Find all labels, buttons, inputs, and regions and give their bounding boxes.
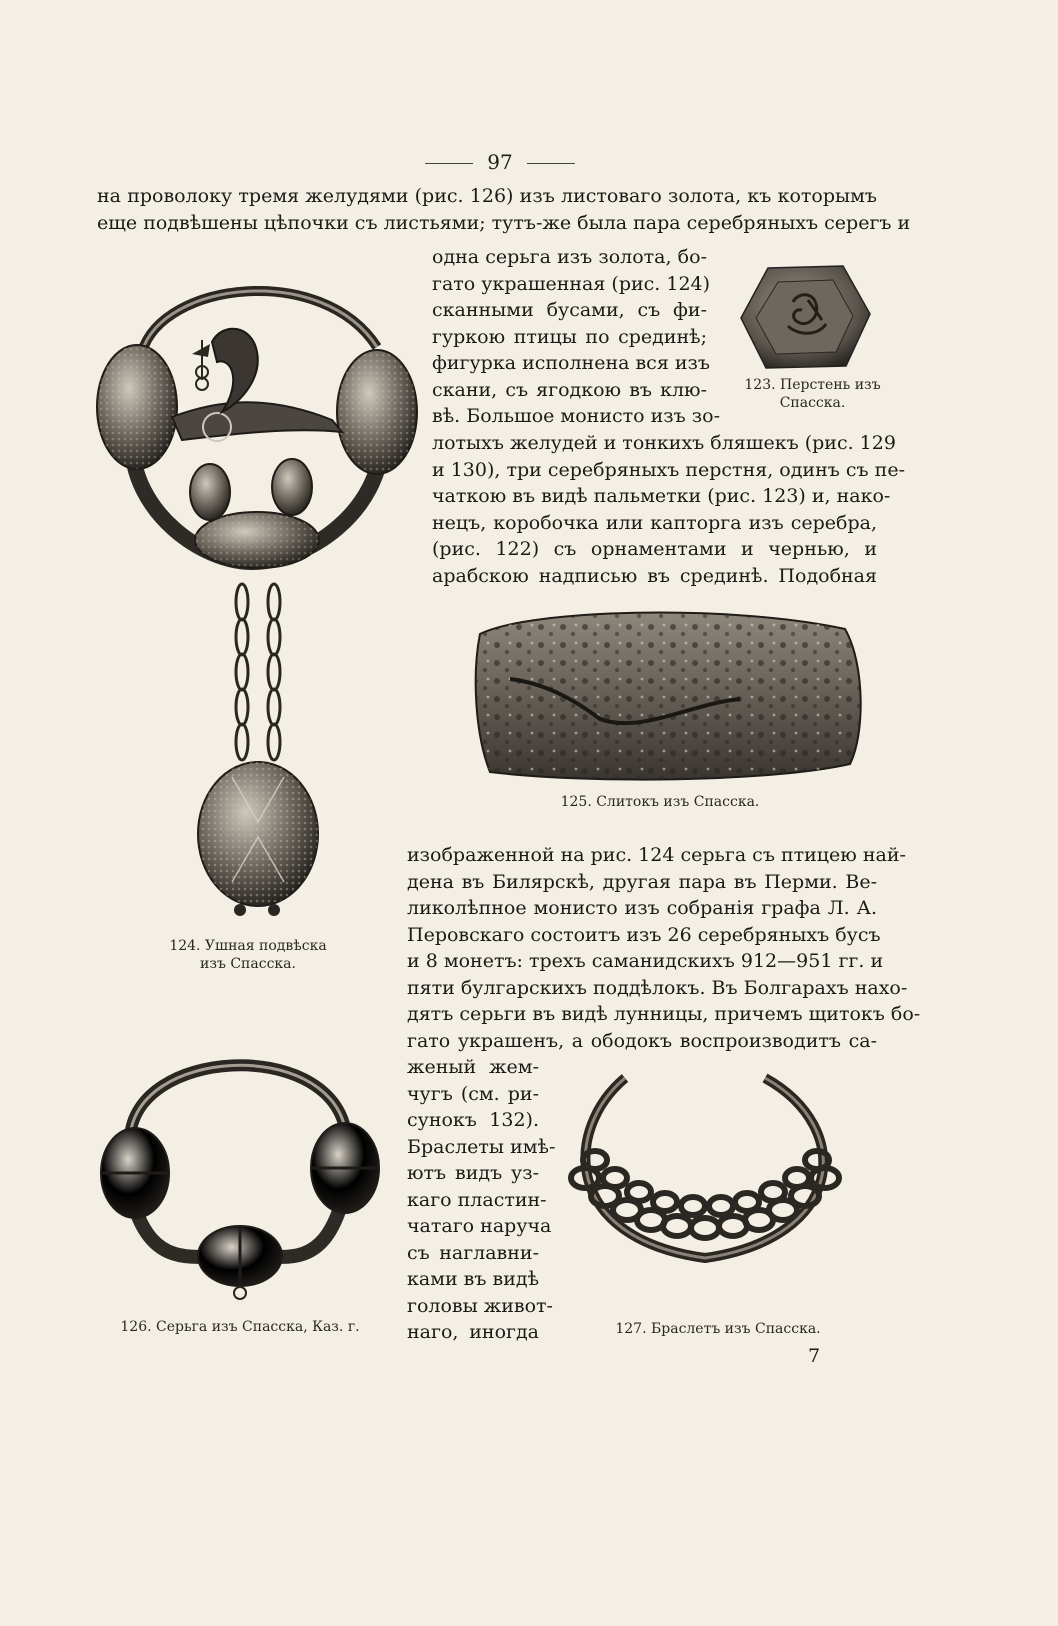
figure-earring-124 bbox=[92, 262, 422, 922]
folio-rule-right bbox=[527, 163, 575, 164]
text-line: каго пластин- bbox=[407, 1188, 547, 1211]
text-line: гато украшенная (рис. 124) bbox=[432, 272, 711, 295]
text-line: гуркою птицы по срединѣ; bbox=[432, 325, 707, 348]
caption-line: Спасска. bbox=[779, 395, 846, 411]
text-line: на проволоку тремя желудями (рис. 126) изъ листоваго золота, къ которымъ bbox=[97, 185, 877, 207]
text-line: и 8 монетъ: трехъ саманидскихъ 912—951 гг. и bbox=[407, 950, 884, 972]
text-line: изображенной на рис. 124 серьга съ птицею най- bbox=[407, 844, 906, 866]
text-line: (рис. 122) съ орнаментами и чернью, и bbox=[432, 538, 877, 560]
caption-line: 124. Ушная подвѣска bbox=[169, 938, 327, 954]
figure-bracelet-127 bbox=[555, 1068, 865, 1288]
text-line: скани, съ ягодкою въ клю- bbox=[432, 378, 707, 401]
caption-125: 125. Слитокъ изъ Спасска. bbox=[560, 794, 760, 810]
text-line: ками въ видѣ bbox=[407, 1268, 540, 1290]
caption-127: 127. Браслетъ изъ Спасска. bbox=[615, 1321, 821, 1337]
text-line: гато украшенъ, а ободокъ воспроизводитъ са- bbox=[407, 1029, 877, 1052]
caption-line: 123. Перстень изъ bbox=[744, 377, 881, 393]
text-line: ютъ видъ уз- bbox=[407, 1162, 539, 1184]
caption-126: 126. Серьга изъ Спасска, Каз. г. bbox=[120, 1319, 360, 1335]
text-column-b bbox=[432, 430, 905, 589]
figure-earring-126 bbox=[95, 1018, 385, 1308]
text-line: фигурка исполнена вся изъ bbox=[432, 352, 710, 374]
figure-ingot-125 bbox=[470, 604, 870, 784]
text-line: чатаго наруча bbox=[407, 1215, 552, 1237]
text-line: арабскою надписью въ срединѣ. Подобная bbox=[432, 564, 877, 587]
figure-ring-123 bbox=[738, 262, 873, 374]
text-line: нецъ, коробочка или капторга изъ серебра, bbox=[432, 511, 877, 534]
caption-124 bbox=[148, 937, 348, 973]
text-line: Перовскаго состоитъ изъ 26 серебряныхъ бусъ bbox=[407, 923, 881, 946]
text-line: ликолѣпное монисто изъ собранія графа Л. А. bbox=[407, 897, 877, 919]
page-number-text: 97 bbox=[487, 150, 513, 174]
signature-mark: 7 bbox=[808, 1345, 821, 1367]
text-line: лотыхъ желудей и тонкихъ бляшекъ (рис. 129 bbox=[432, 432, 896, 454]
text-line: чаткою въ видѣ пальметки (рис. 123) и, нако- bbox=[432, 485, 891, 507]
text-column-d bbox=[407, 1054, 556, 1346]
text-line: еще подвѣшены цѣпочки съ листьями; тутъ-же была пара серебряныхъ серегъ и bbox=[97, 211, 911, 234]
text-line: головы живот- bbox=[407, 1294, 553, 1317]
text-line: дятъ серьги въ видѣ лунницы, причемъ щитокъ бо- bbox=[407, 1003, 921, 1025]
text-line: пяти булгарскихъ поддѣлокъ. Въ Болгарахъ нахо- bbox=[407, 976, 908, 999]
text-line: сканными бусами, съ фи- bbox=[432, 299, 707, 321]
text-line: чугъ (см. ри- bbox=[407, 1082, 539, 1105]
text-line: и 130), три серебряныхъ перстня, одинъ съ пе- bbox=[432, 458, 905, 481]
text-column-c bbox=[407, 842, 921, 1054]
text-top bbox=[97, 183, 911, 236]
text-line: вѣ. Большое монисто изъ зо- bbox=[432, 405, 720, 427]
text-line: женый жем- bbox=[407, 1056, 539, 1078]
folio-rule-left bbox=[425, 163, 473, 164]
text-line: Браслеты имѣ- bbox=[407, 1135, 556, 1158]
text-line: наго, иногда bbox=[407, 1321, 539, 1343]
text-line: дена въ Билярскѣ, другая пара въ Перми. Ве- bbox=[407, 870, 877, 893]
text-column-a bbox=[432, 244, 720, 430]
text-line: одна серьга изъ золота, бо- bbox=[432, 246, 707, 268]
text-line: съ наглавни- bbox=[407, 1241, 539, 1264]
caption-line: изъ Спасска. bbox=[200, 956, 296, 972]
page-number bbox=[400, 150, 600, 174]
caption-123 bbox=[735, 376, 890, 412]
text-line: сунокъ 132). bbox=[407, 1109, 539, 1131]
